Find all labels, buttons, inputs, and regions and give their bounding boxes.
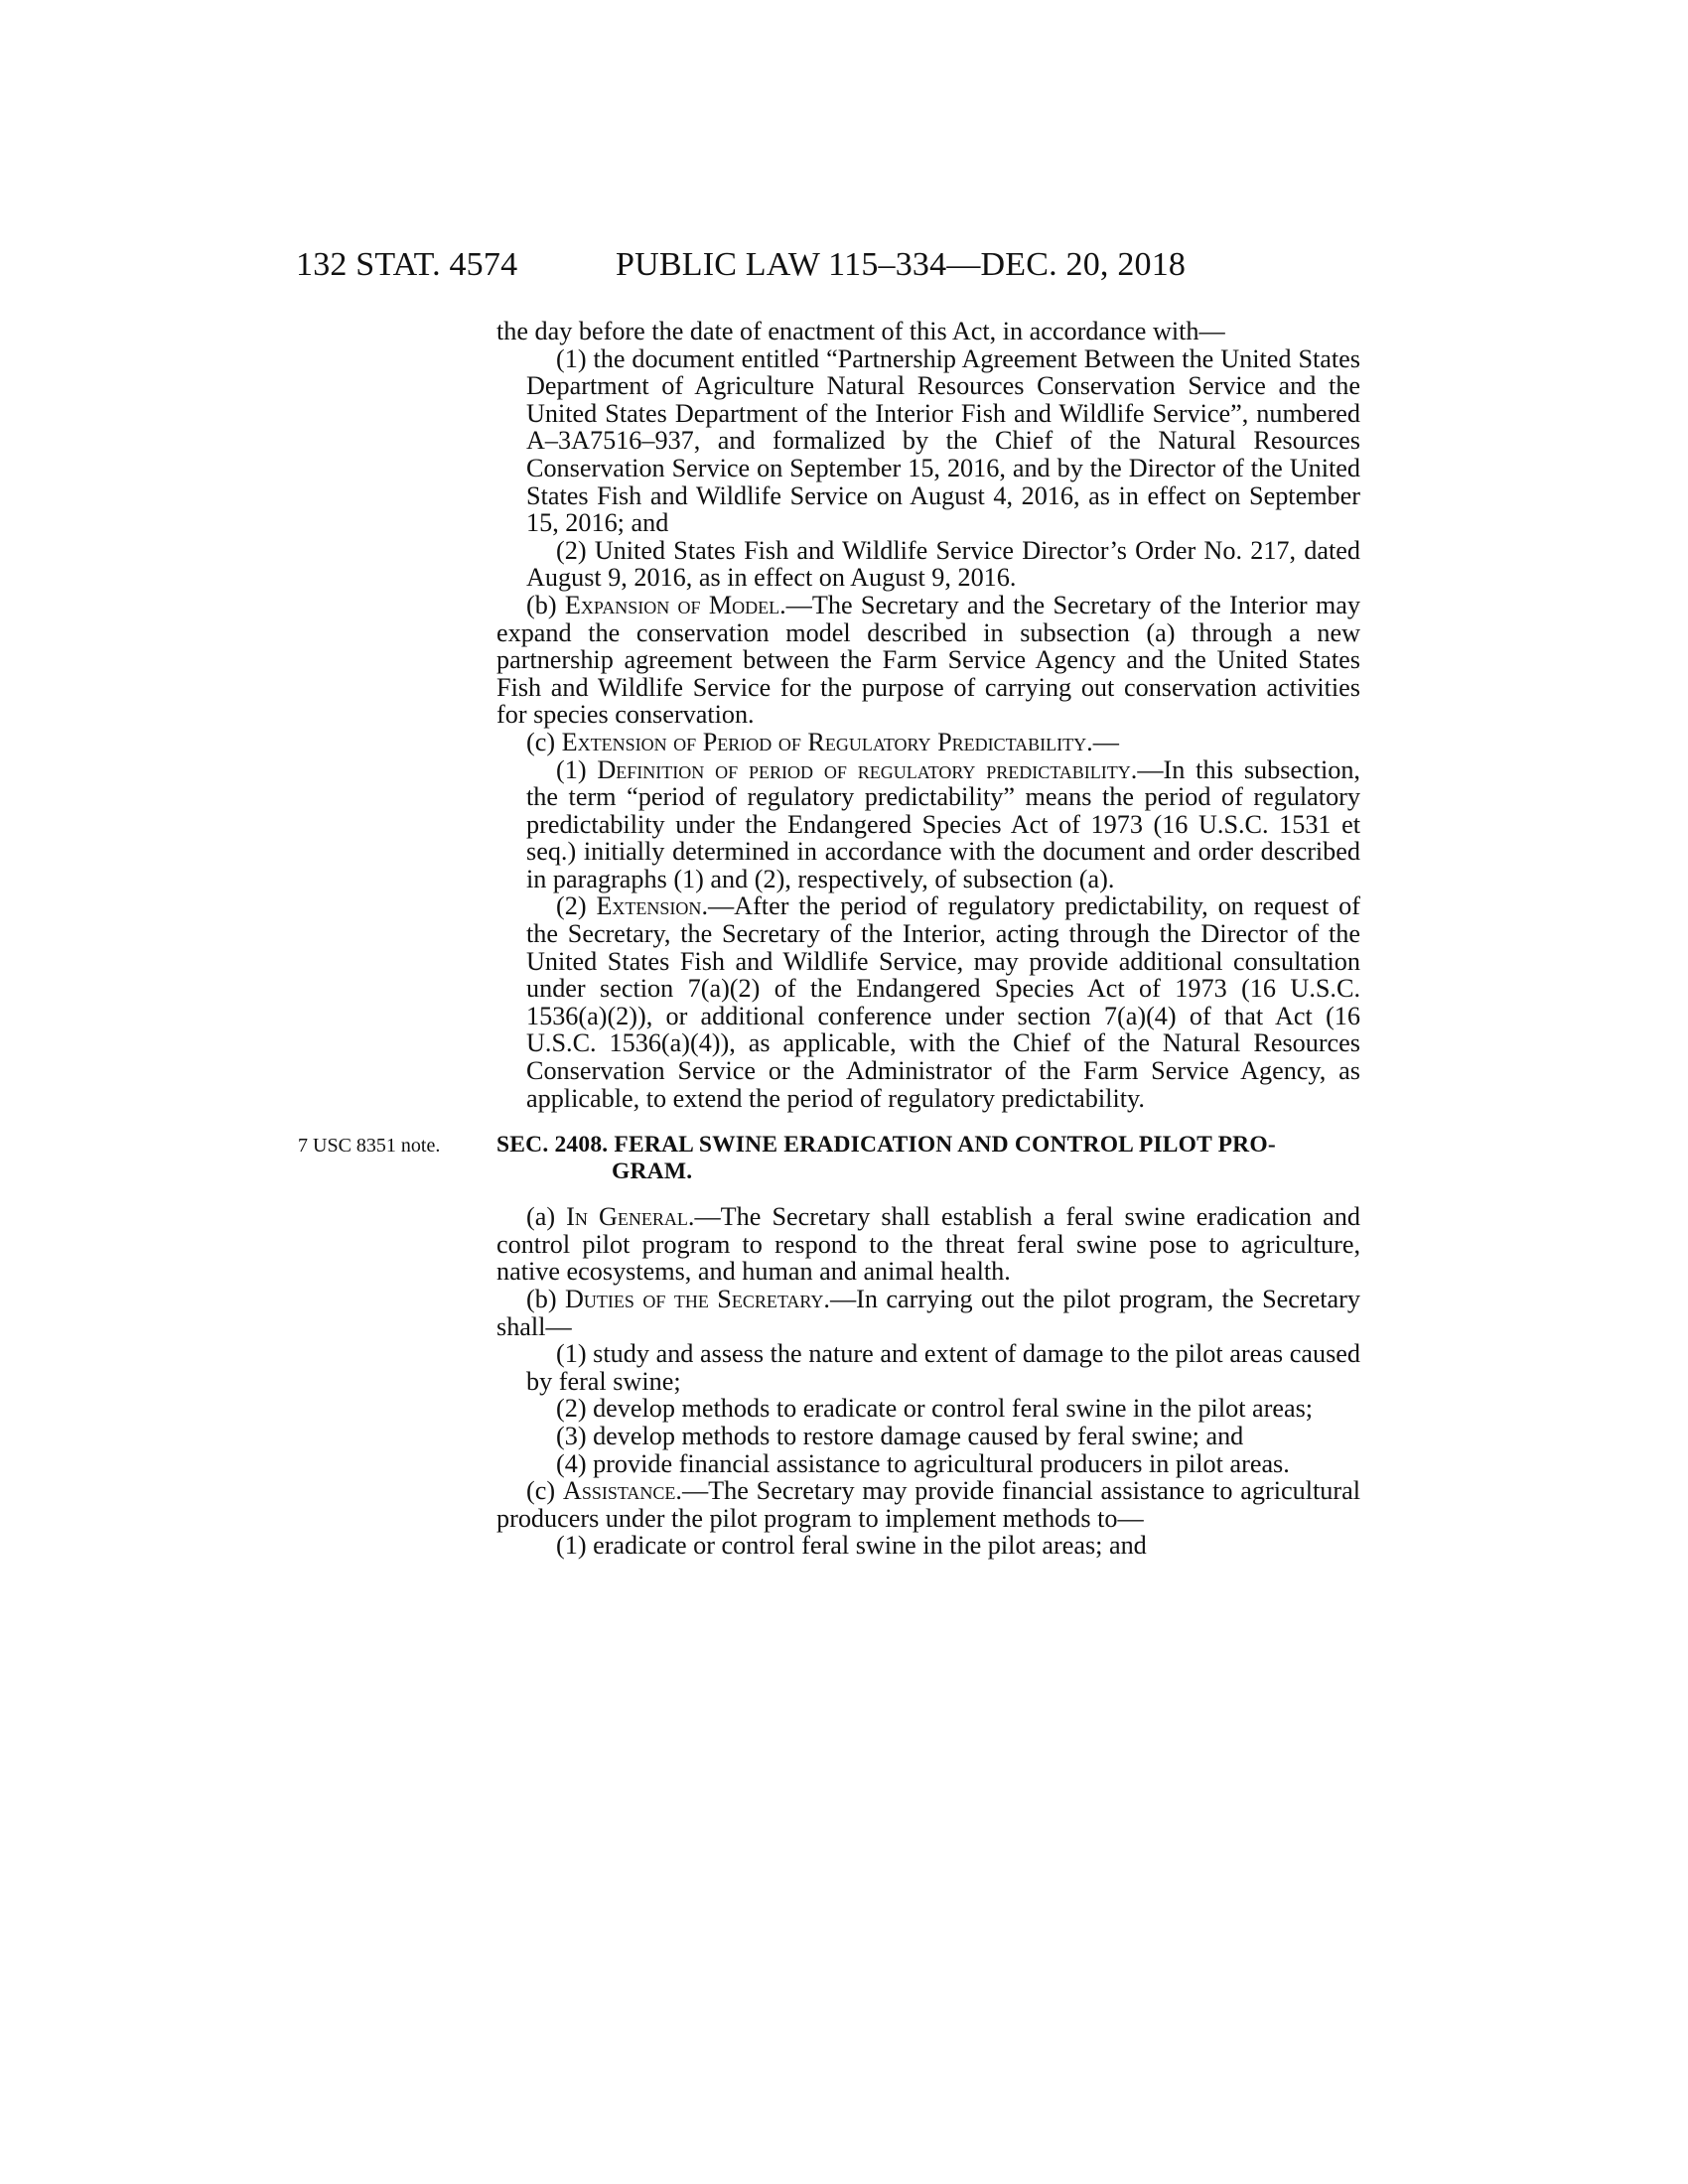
- paragraph-c2-text: .—After the period of regulatory predictability, on request of the Secretary, the Secretary of the Interior, acting through the Director of the United States Fish and Wildlife Service, may provide additional consultation under section 7(a)(2) of the Endangered Species Act of 1973 (16 U.S.C. 1536(a)(2)), or additional conference under section 7(a)(4) of that Act (16 U.S.C. 1536(a)(4)), as applicable, with the Chief of the Natural Resources Conservation Service or the Administrator of the Farm Service Agency, as applicable, to extend the period of regulatory predictability.: [526, 891, 1360, 1113]
- section-b-item-3: (3) develop methods to restore damage caused by feral swine; and: [556, 1421, 1244, 1450]
- section-b-heading: Duties of the Secretary: [565, 1285, 824, 1313]
- subsection-c-suffix: .—: [1086, 727, 1119, 756]
- subsection-c-prefix: (c): [526, 727, 562, 756]
- subsection-b-prefix: (b): [526, 590, 565, 619]
- margin-note-usc-citation: 7 USC 8351 note.: [298, 1135, 441, 1158]
- section-c-heading: Assistance: [562, 1476, 676, 1506]
- subsection-b-text: .—The Secretary and the Secretary of the Interior may expand the conservation model described in subsection (a) through a new partnership agreement between the Farm Service Agency and the United States Fish and Wildlife Service for the purpose of carrying out conservation activities for species conservation.: [496, 590, 1361, 730]
- section-c-prefix: (c): [526, 1476, 563, 1506]
- subsection-b: [496, 592, 1360, 729]
- section-subsection-c: [496, 1477, 1360, 1532]
- section-subsection-a: [496, 1203, 1360, 1286]
- paragraph-c2-heading: Extension: [596, 891, 702, 921]
- subsection-b-heading: Expansion of Model: [564, 590, 780, 619]
- paragraph-a1: (1) the document entitled “Partnership Agreement Between the United States Department of Agriculture Natural Resources Conservation Service and the United States Department of the Interior Fish and Wildlife Service”, numbered A–3A7516–937, and formalized by the Chief of the Natural Resources Conservation Service on September 15, 2016, and by the Director of the United States Fish and Wildlife Service on August 4, 2016, as in effect on September 15, 2016; and: [526, 343, 1360, 538]
- paragraph-a2: (2) United States Fish and Wildlife Service Director’s Order No. 217, dated August 9, 2016, as in effect on August 9, 2016.: [526, 535, 1360, 593]
- running-header-title: PUBLIC LAW 115–334—DEC. 20, 2018: [616, 246, 1187, 283]
- paragraph-c1-prefix: (1): [556, 754, 598, 784]
- section-a-prefix: (a): [526, 1202, 567, 1232]
- paragraph-intro: the day before the date of enactment of this Act, in accordance with—: [496, 317, 1225, 345]
- section-b-item-1: (1) study and assess the nature and extent of damage to the pilot areas caused by feral swine;: [526, 1339, 1360, 1396]
- page-stat-reference: 132 STAT. 4574: [296, 246, 518, 283]
- paragraph-c1: [496, 756, 1360, 893]
- section-c-item-1: (1) eradicate or control feral swine in the pilot areas; and: [556, 1531, 1147, 1561]
- section-heading-line1: SEC. 2408. FERAL SWINE ERADICATION AND CONTROL PILOT PRO-: [496, 1132, 1276, 1159]
- body-text-column: [496, 318, 1360, 1560]
- section-b-text: .—In carrying out the pilot program, the Secretary shall—: [496, 1285, 1360, 1341]
- section-b-prefix: (b): [526, 1285, 565, 1313]
- subsection-c: [496, 729, 1360, 756]
- section-a-text: .—The Secretary shall establish a feral swine eradication and control pilot program to respond to the threat feral swine pose to agriculture, native ecosystems, and human and animal health.: [496, 1202, 1360, 1287]
- paragraph-c1-heading: Definition of period of regulatory predictability: [597, 754, 1131, 784]
- section-b-item-2: (2) develop methods to eradicate or control feral swine in the pilot areas;: [556, 1394, 1314, 1424]
- section-b-item-4: (4) provide financial assistance to agricultural producers in pilot areas.: [556, 1448, 1290, 1478]
- paragraph-c2: [496, 892, 1360, 1112]
- section-c-text: .—The Secretary may provide financial assistance to agricultural producers under the pilot program to implement methods to—: [496, 1476, 1360, 1533]
- section-2408-heading: [496, 1132, 1360, 1185]
- section-subsection-b: [496, 1286, 1360, 1340]
- section-heading-line2: GRAM.: [612, 1159, 693, 1185]
- section-a-heading: In General: [566, 1202, 688, 1232]
- paragraph-c1-text: .—In this subsection, the term “period of regulatory predictability” means the period of regulatory predictability under the Endangered Species Act of 1973 (16 U.S.C. 1531 et seq.) initially determined in accordance with the document and order described in paragraphs (1) and (2), respectively, of subsection (a).: [526, 754, 1360, 893]
- subsection-c-heading: Extension of Period of Regulatory Predictability: [561, 727, 1087, 756]
- paragraph-c2-prefix: (2): [556, 891, 597, 921]
